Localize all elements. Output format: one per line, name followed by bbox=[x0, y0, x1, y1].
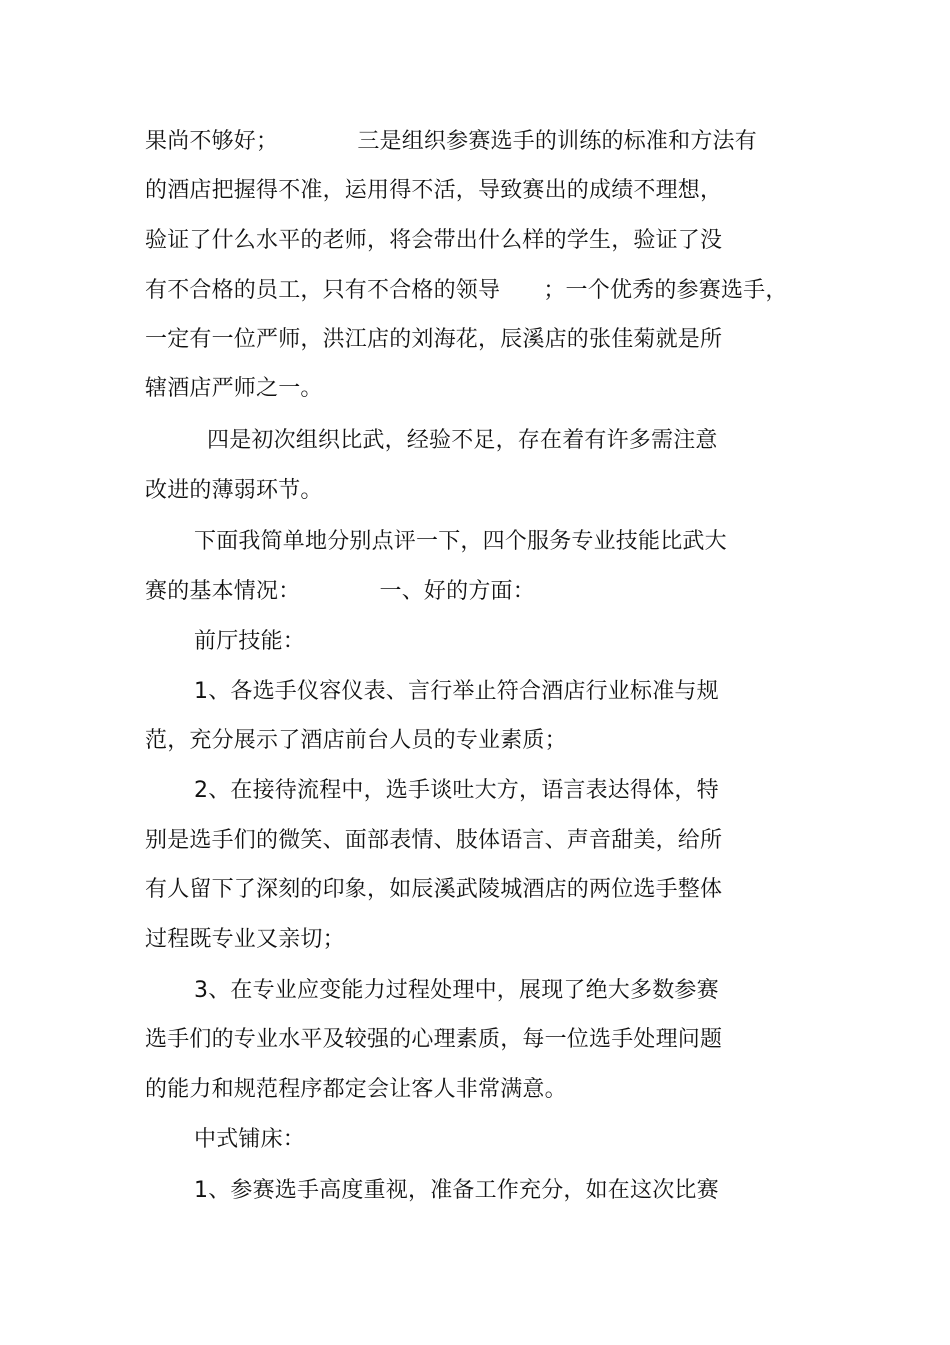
text-line: 的酒店把握得不准，运用得不活，导致赛出的成绩不理想， bbox=[145, 178, 723, 203]
text-line: 一定有一位严师，洪江店的刘海花，辰溪店的张佳菊就是所 bbox=[145, 327, 723, 352]
text-line: 1、各选手仪容仪表、言行举止符合酒店行业标准与规 bbox=[194, 679, 719, 704]
text-line: 有人留下了深刻的印象，如辰溪武陵城酒店的两位选手整体 bbox=[145, 877, 723, 902]
text-line: 改进的薄弱环节。 bbox=[145, 478, 323, 503]
section-heading: 中式铺床： bbox=[194, 1127, 306, 1152]
text-line: 赛的基本情况： 一、好的方面： bbox=[145, 579, 535, 604]
text-line: 验证了什么水平的老师，将会带出什么样的学生，验证了没 bbox=[145, 228, 723, 253]
text-line: 下面我简单地分别点评一下，四个服务专业技能比武大 bbox=[194, 529, 727, 554]
text-line: 1、参赛选手高度重视，准备工作充分，如在这次比赛 bbox=[194, 1178, 719, 1203]
text-line: 2、在接待流程中，选手谈吐大方，语言表达得体，特 bbox=[194, 778, 719, 803]
text-line: 别是选手们的微笑、面部表情、肢体语言、声音甜美，给所 bbox=[145, 828, 723, 853]
text-line: 范，充分展示了酒店前台人员的专业素质； bbox=[145, 728, 567, 753]
text-line: 过程既专业又亲切； bbox=[145, 927, 345, 952]
text-line: 的能力和规范程序都定会让客人非常满意。 bbox=[145, 1077, 567, 1102]
section-heading: 前厅技能： bbox=[194, 629, 306, 654]
text-line: 辖酒店严师之一。 bbox=[145, 376, 323, 401]
text-line: 3、在专业应变能力过程处理中，展现了绝大多数参赛 bbox=[194, 978, 719, 1003]
text-line: 果尚不够好； 三是组织参赛选手的训练的标准和方法有 bbox=[145, 129, 757, 154]
text-line: 四是初次组织比武，经验不足，存在着有许多需注意 bbox=[207, 428, 718, 453]
text-line: 有不合格的员工，只有不合格的领导 ；一个优秀的参赛选手， bbox=[145, 278, 788, 303]
text-line: 选手们的专业水平及较强的心理素质，每一位选手处理问题 bbox=[145, 1027, 723, 1052]
